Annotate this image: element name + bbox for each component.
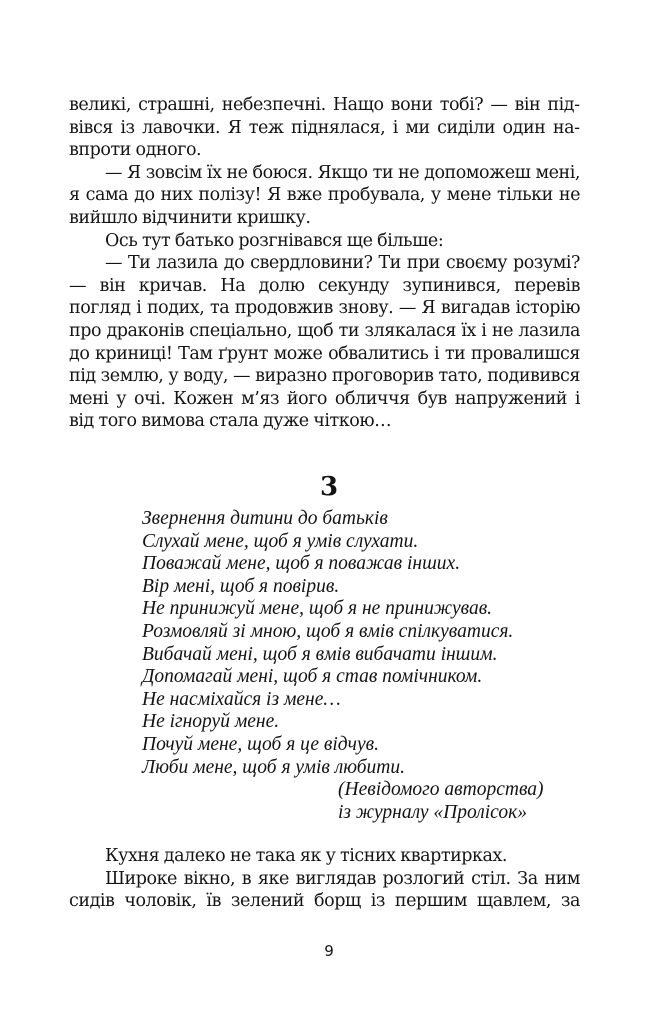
poem-line: Люби мене, щоб я умів любити. [142,756,406,778]
body-text-bottom [69,845,580,913]
poem-line: Звернення дитини до батьків [142,508,388,529]
poem-line: Слухай мене, щоб я умів слухати. [142,530,419,552]
chapter-number: 3 [319,472,339,502]
poem-line: Не ігноруй мене. [142,711,280,733]
paragraph: великі, страшні, небезпечні. Нащо вони тобі? — він підвівся із лавочки. Я теж піднялася, і ми сиділи один навпроти одного. [69,95,580,161]
poem-line: Не насміхайся із мене… [142,688,341,710]
paragraph: Кухня далеко не така як у тісних квартирках. [105,846,508,866]
paragraph: — Ти лазила до свердловини? Ти при своєму розумі? — він кричав. На долю секунду зупинився, перевів погляд і подих, та продовжив знову. — Я вигадав історію про драконів спеціально, щоб ти злякалася їх і не лазила до криниці! Там ґрунт може обвалитись і ти провалишся під землю, у воду, — виразно проговорив тато, подивився мені у очі. Кожен м’яз його обличчя був напружений і від того вимова стала дуже чіткою… [69,253,580,432]
poem-attribution-author: (Невідомого авторства) [338,779,544,801]
poem-line: Почуй мене, щоб я це відчув. [142,733,379,755]
paragraph: — Я зовсім їх не боюся. Якщо ти не допоможеш мені, я сама до них полізу! Я вже пробувала, у мене тільки не вийшло відчинити кришку. [69,162,580,228]
poem-attribution-source: із журналу «Пролісок» [338,801,527,823]
page-number: 9 [324,942,334,960]
paragraph: Ось тут батько розгнівався ще більше: [105,230,444,251]
poem-line: Не принижуй мене, щоб я не принижував. [142,598,493,620]
poem-line: Розмовляй зі мною, щоб я вмів спілкуватися. [142,620,514,642]
poem-line: Поважай мене, щоб я поважав інших. [142,553,461,575]
poem-line: Вибачай мені, щоб я вмів вибачати іншим. [142,643,498,665]
poem-line: Допомагай мені, щоб я став помічником. [142,666,483,688]
poem-line: Вір мені, щоб я повірив. [142,575,340,597]
paragraph: Широке вікно, в яке виглядав розлогий стіл. За ним сидів чоловік, їв зелений борщ із першим щавлем, за [69,868,580,912]
epigraph-poem [142,508,582,824]
body-text-top [69,94,580,433]
